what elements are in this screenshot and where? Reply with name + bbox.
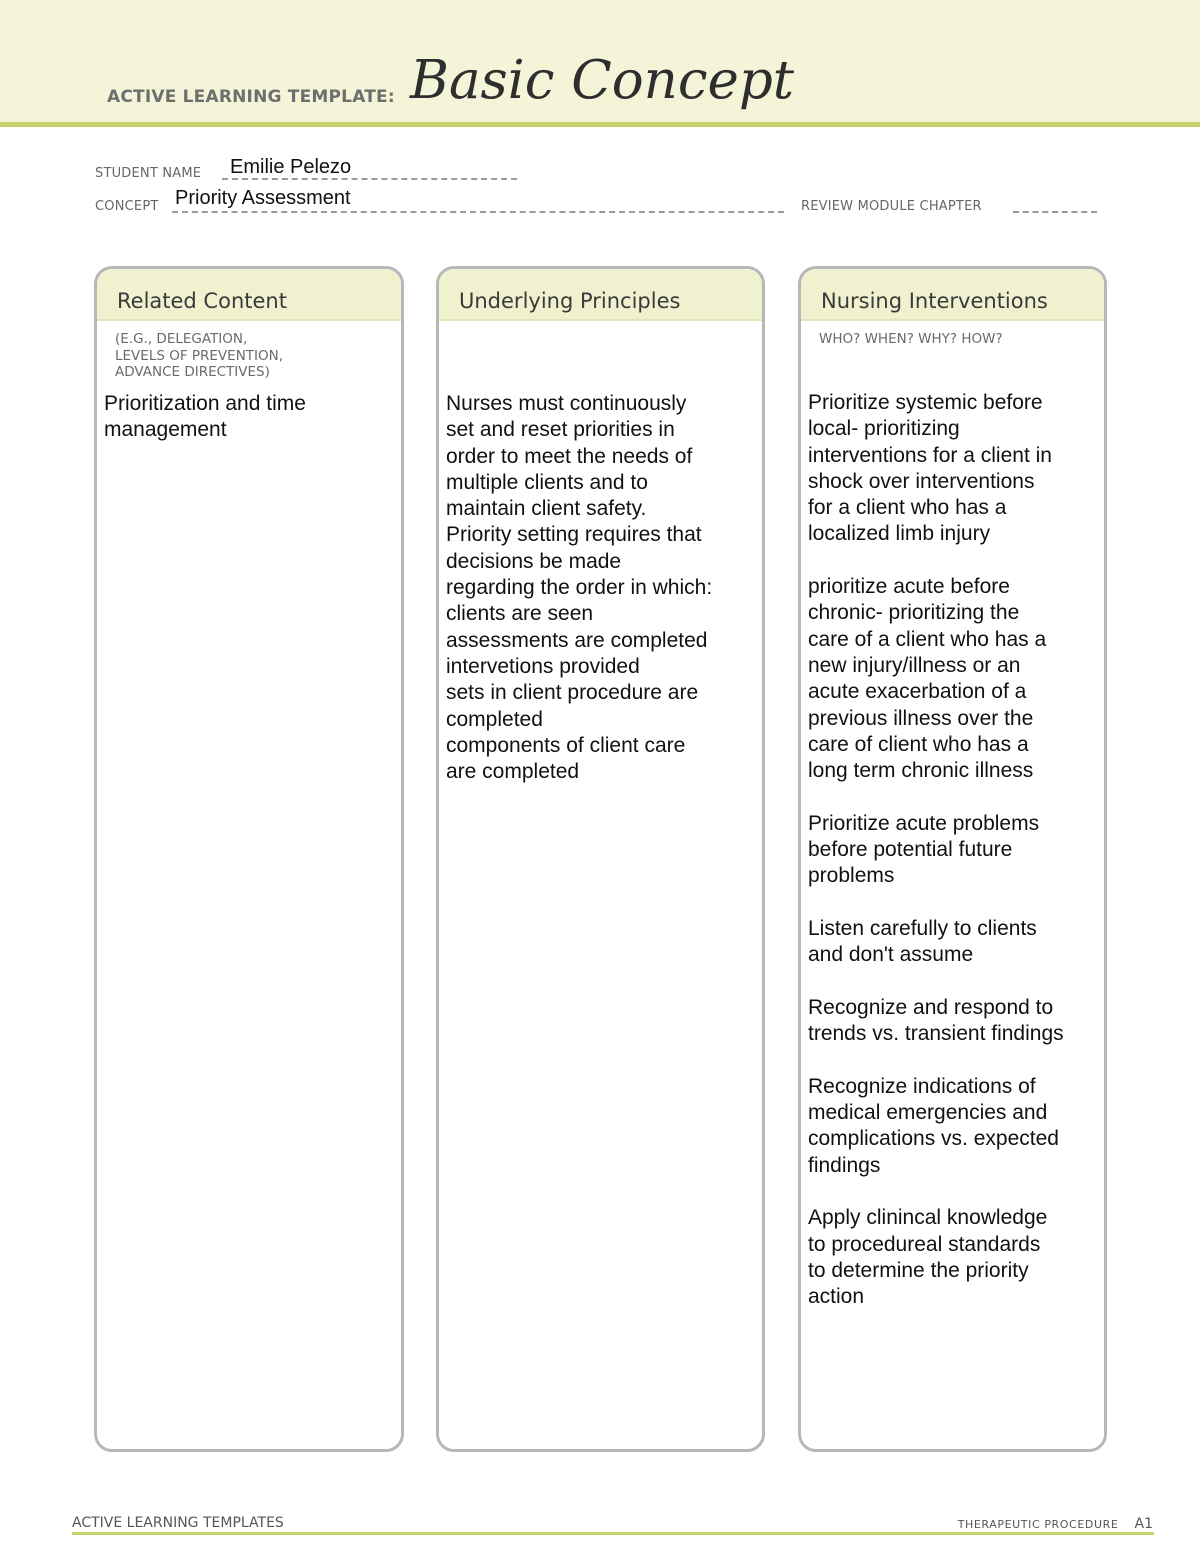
template-prefix: ACTIVE LEARNING TEMPLATE: [107, 87, 395, 107]
footer-section-label: THERAPEUTIC PROCEDURE [957, 1518, 1119, 1531]
hint-line: LEVELS OF PREVENTION, [115, 347, 284, 364]
nursing-interventions-title: Nursing Interventions [801, 269, 1104, 321]
text-line: Recognize indications of [808, 1074, 1036, 1098]
text-line: chronic- prioritizing the [808, 601, 1020, 625]
text-line: care of client who has a [808, 732, 1029, 756]
concept-line [172, 211, 784, 213]
text-line: and don't assume [808, 943, 974, 967]
paragraph-gap [808, 784, 1100, 810]
concept-label: CONCEPT [95, 199, 159, 214]
text-line: regarding the order in which: [446, 576, 713, 600]
footer-page-number: A1 [1134, 1516, 1153, 1532]
review-module-label: REVIEW MODULE CHAPTER [801, 199, 982, 214]
text-line: care of a client who has a [808, 627, 1047, 651]
text-line: previous illness over the [808, 706, 1034, 730]
concept-field[interactable]: Priority Assessment [175, 187, 351, 209]
paragraph-gap [808, 969, 1100, 995]
text-line: long term chronic illness [808, 759, 1034, 783]
related-content-panel [94, 266, 404, 1452]
nursing-interventions-panel [798, 266, 1107, 1452]
text-line: problems [808, 864, 895, 888]
text-line: acute exacerbation of a [808, 680, 1027, 704]
text-line: intervetions provided [446, 654, 640, 678]
text-line: before potential future [808, 838, 1013, 862]
text-line: Prioritize systemic before [808, 391, 1043, 414]
hint-line: (E.G., DELEGATION, [115, 331, 248, 347]
underlying-principles-title: Underlying Principles [439, 269, 762, 321]
text-line: prioritize acute before [808, 575, 1010, 599]
text-line: are completed [446, 760, 580, 784]
text-line: completed [446, 707, 543, 731]
nursing-interventions-hint: WHO? WHEN? WHY? HOW? [819, 331, 1003, 347]
text-line: set and reset priorities in [446, 418, 675, 442]
paragraph-gap [808, 1179, 1100, 1205]
text-line: interventions for a client in [808, 443, 1052, 467]
footer-title: ACTIVE LEARNING TEMPLATES [72, 1515, 284, 1531]
student-name-field[interactable]: Emilie Pelezo [230, 156, 352, 178]
text-line: localized limb injury [808, 522, 991, 546]
text-line: Recognize and respond to [808, 995, 1054, 1019]
text-line: assessments are completed [446, 628, 708, 652]
text-line: Priority setting requires that [446, 523, 702, 547]
text-line: Prioritize acute problems [808, 811, 1040, 835]
text-line: action [808, 1285, 865, 1309]
text-line: trends vs. transient findings [808, 1022, 1064, 1046]
text-line: Apply clinincal knowledge [808, 1206, 1048, 1230]
text-line: new injury/illness or an [808, 653, 1021, 677]
text-line: findings [808, 1153, 881, 1177]
text-line: Nurses must continuously [446, 392, 687, 415]
text-line: order to meet the needs of [446, 444, 693, 468]
text-line: components of client care [446, 733, 686, 757]
review-module-line [1013, 211, 1097, 213]
underlying-principles-panel [436, 266, 765, 1452]
underlying-principles-body[interactable] [446, 391, 758, 785]
text-line: for a client who has a [808, 496, 1007, 520]
text-line: management [104, 418, 227, 442]
text-line: to determine the priority [808, 1258, 1029, 1282]
related-content-title: Related Content [97, 269, 401, 321]
text-line: to procedureal standards [808, 1232, 1041, 1256]
text-line: clients are seen [446, 602, 594, 626]
related-content-body[interactable] [104, 391, 397, 444]
text-line: decisions be made [446, 549, 622, 573]
text-line: sets in client procedure are [446, 681, 699, 705]
hint-line: ADVANCE DIRECTIVES) [115, 364, 270, 380]
text-line: maintain client safety. [446, 497, 647, 521]
text-line: local- prioritizing [808, 417, 960, 441]
text-line: Prioritization and time [104, 392, 306, 415]
header-divider [0, 122, 1200, 127]
text-line: complications vs. expected [808, 1127, 1059, 1151]
text-line: multiple clients and to [446, 470, 648, 494]
text-line: shock over interventions [808, 469, 1035, 493]
related-content-hint [115, 331, 283, 381]
student-name-label: STUDENT NAME [95, 166, 202, 181]
paragraph-gap [808, 890, 1100, 916]
paragraph-gap [808, 548, 1100, 574]
paragraph-gap [808, 1047, 1100, 1073]
footer-section [958, 1516, 1153, 1532]
footer-divider [72, 1532, 1154, 1535]
template-title: Basic Concept [410, 50, 795, 111]
nursing-interventions-body[interactable] [808, 390, 1100, 1310]
text-line: medical emergencies and [808, 1101, 1048, 1125]
text-line: Listen carefully to clients [808, 916, 1037, 940]
